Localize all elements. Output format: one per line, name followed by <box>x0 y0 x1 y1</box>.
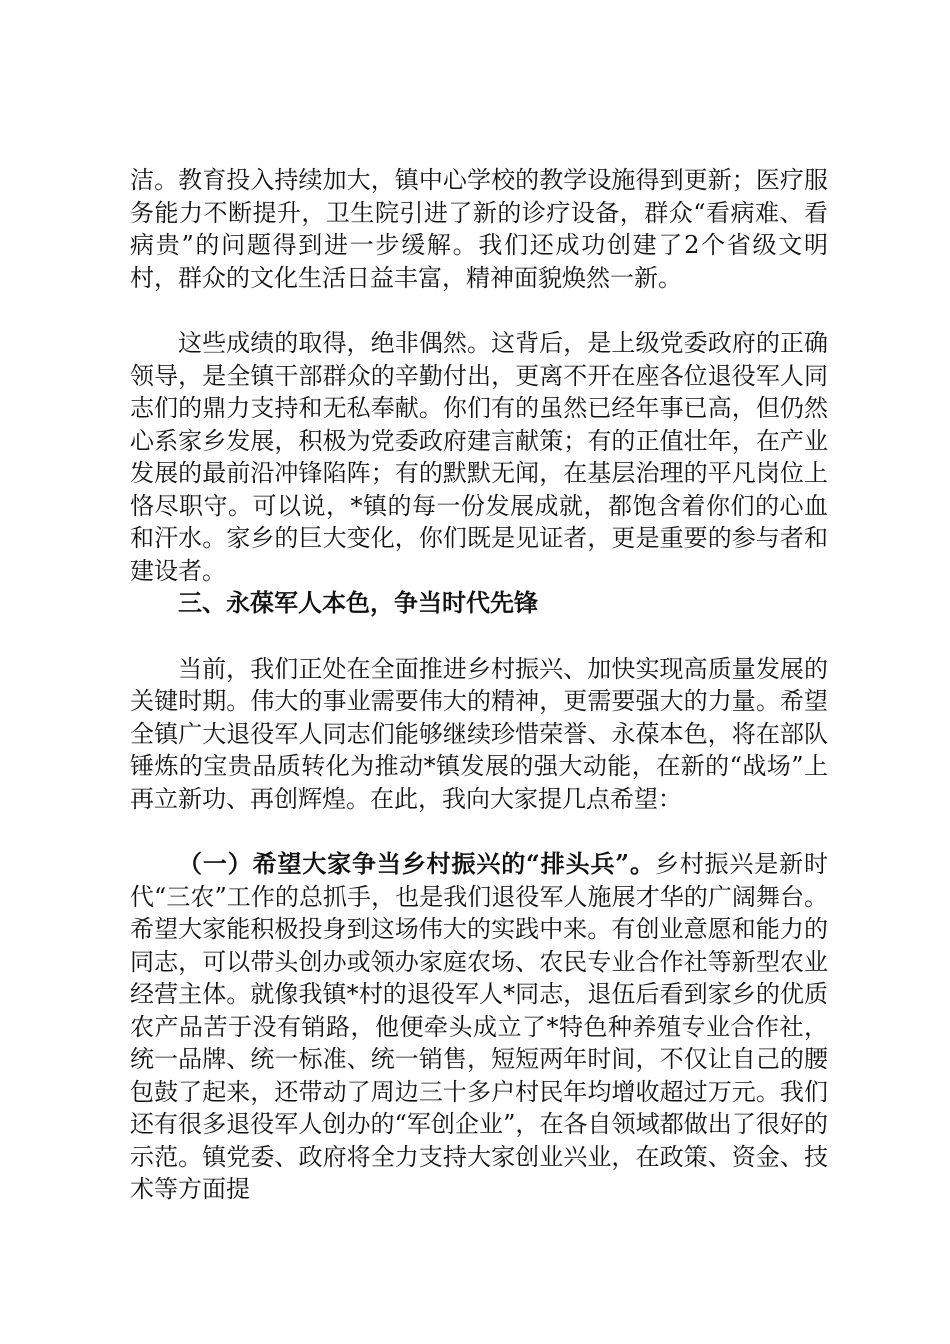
paragraph-achievements: 这些成绩的取得，绝非偶然。这背后，是上级党委政府的正确领导，是全镇干部群众的辛勤付出，更离不开在座各位退役军人同志们的鼎力支持和无私奉献。你们有的虽然已经年事已高，但仍然心系家乡发展，积极为党委政府建言献策；有的正值壮年，在产业发展的最前沿冲锋陷阵；有的默默无闻，在基层治理的平凡岗位上恪尽职守。可以说，*镇的每一份发展成就，都饱含着你们的心血和汗水。家乡的巨大变化，你们既是见证者，更是重要的参与者和建设者。 <box>130 329 828 585</box>
section-heading-three: 三、永葆军人本色，争当时代先锋 <box>178 588 538 617</box>
subsection-lead-one: （一）希望大家争当乡村振兴的“排头兵”。 <box>178 849 655 878</box>
paragraph-education-culture: 洁。教育投入持续加大，镇中心学校的教学设施得到更新；医疗服务能力不断提升，卫生院引进了新的诊疗设备，群众“看病难、看病贵”的问题得到进一步缓解。我们还成功创建了2个省级文明村，群众的文化生活日益丰富，精神面貌焕然一新。 <box>130 166 828 292</box>
paragraph-rural-revitalization <box>130 848 828 1206</box>
subsection-body-one: 乡村振兴是新时代“三农”工作的总抓手，也是我们退役军人施展才华的广阔舞台。希望大家能积极投身到这场伟大的实践中来。有创业意愿和能力的同志，可以带头创办或领办家庭农场、农民专业合作社等新型农业经营主体。就像我镇*村的退役军人*同志，退伍后看到家乡的优质农产品苦于没有销路，他便牵头成立了*特色种养殖专业合作社，统一品牌、统一标准、统一销售，短短两年时间，不仅让自己的腰包鼓了起来，还带动了周边三十多户村民年均增收超过万元。我们还有很多退役军人创办的“军创企业”，在各自领域都做出了很好的示范。镇党委、政府将全力支持大家创业兴业，在政策、资金、技术等方面提 <box>130 850 829 1203</box>
paragraph-current-period: 当前，我们正处在全面推进乡村振兴、加快实现高质量发展的关键时期。伟大的事业需要伟大的精神，更需要强大的力量。希望全镇广大退役军人同志们能够继续珍惜荣誉、永葆本色，将在部队锤炼的宝贵品质转化为推动*镇发展的强大动能，在新的“战场”上再立新功、再创辉煌。在此，我向大家提几点希望： <box>130 654 828 813</box>
document-page <box>130 164 828 1206</box>
